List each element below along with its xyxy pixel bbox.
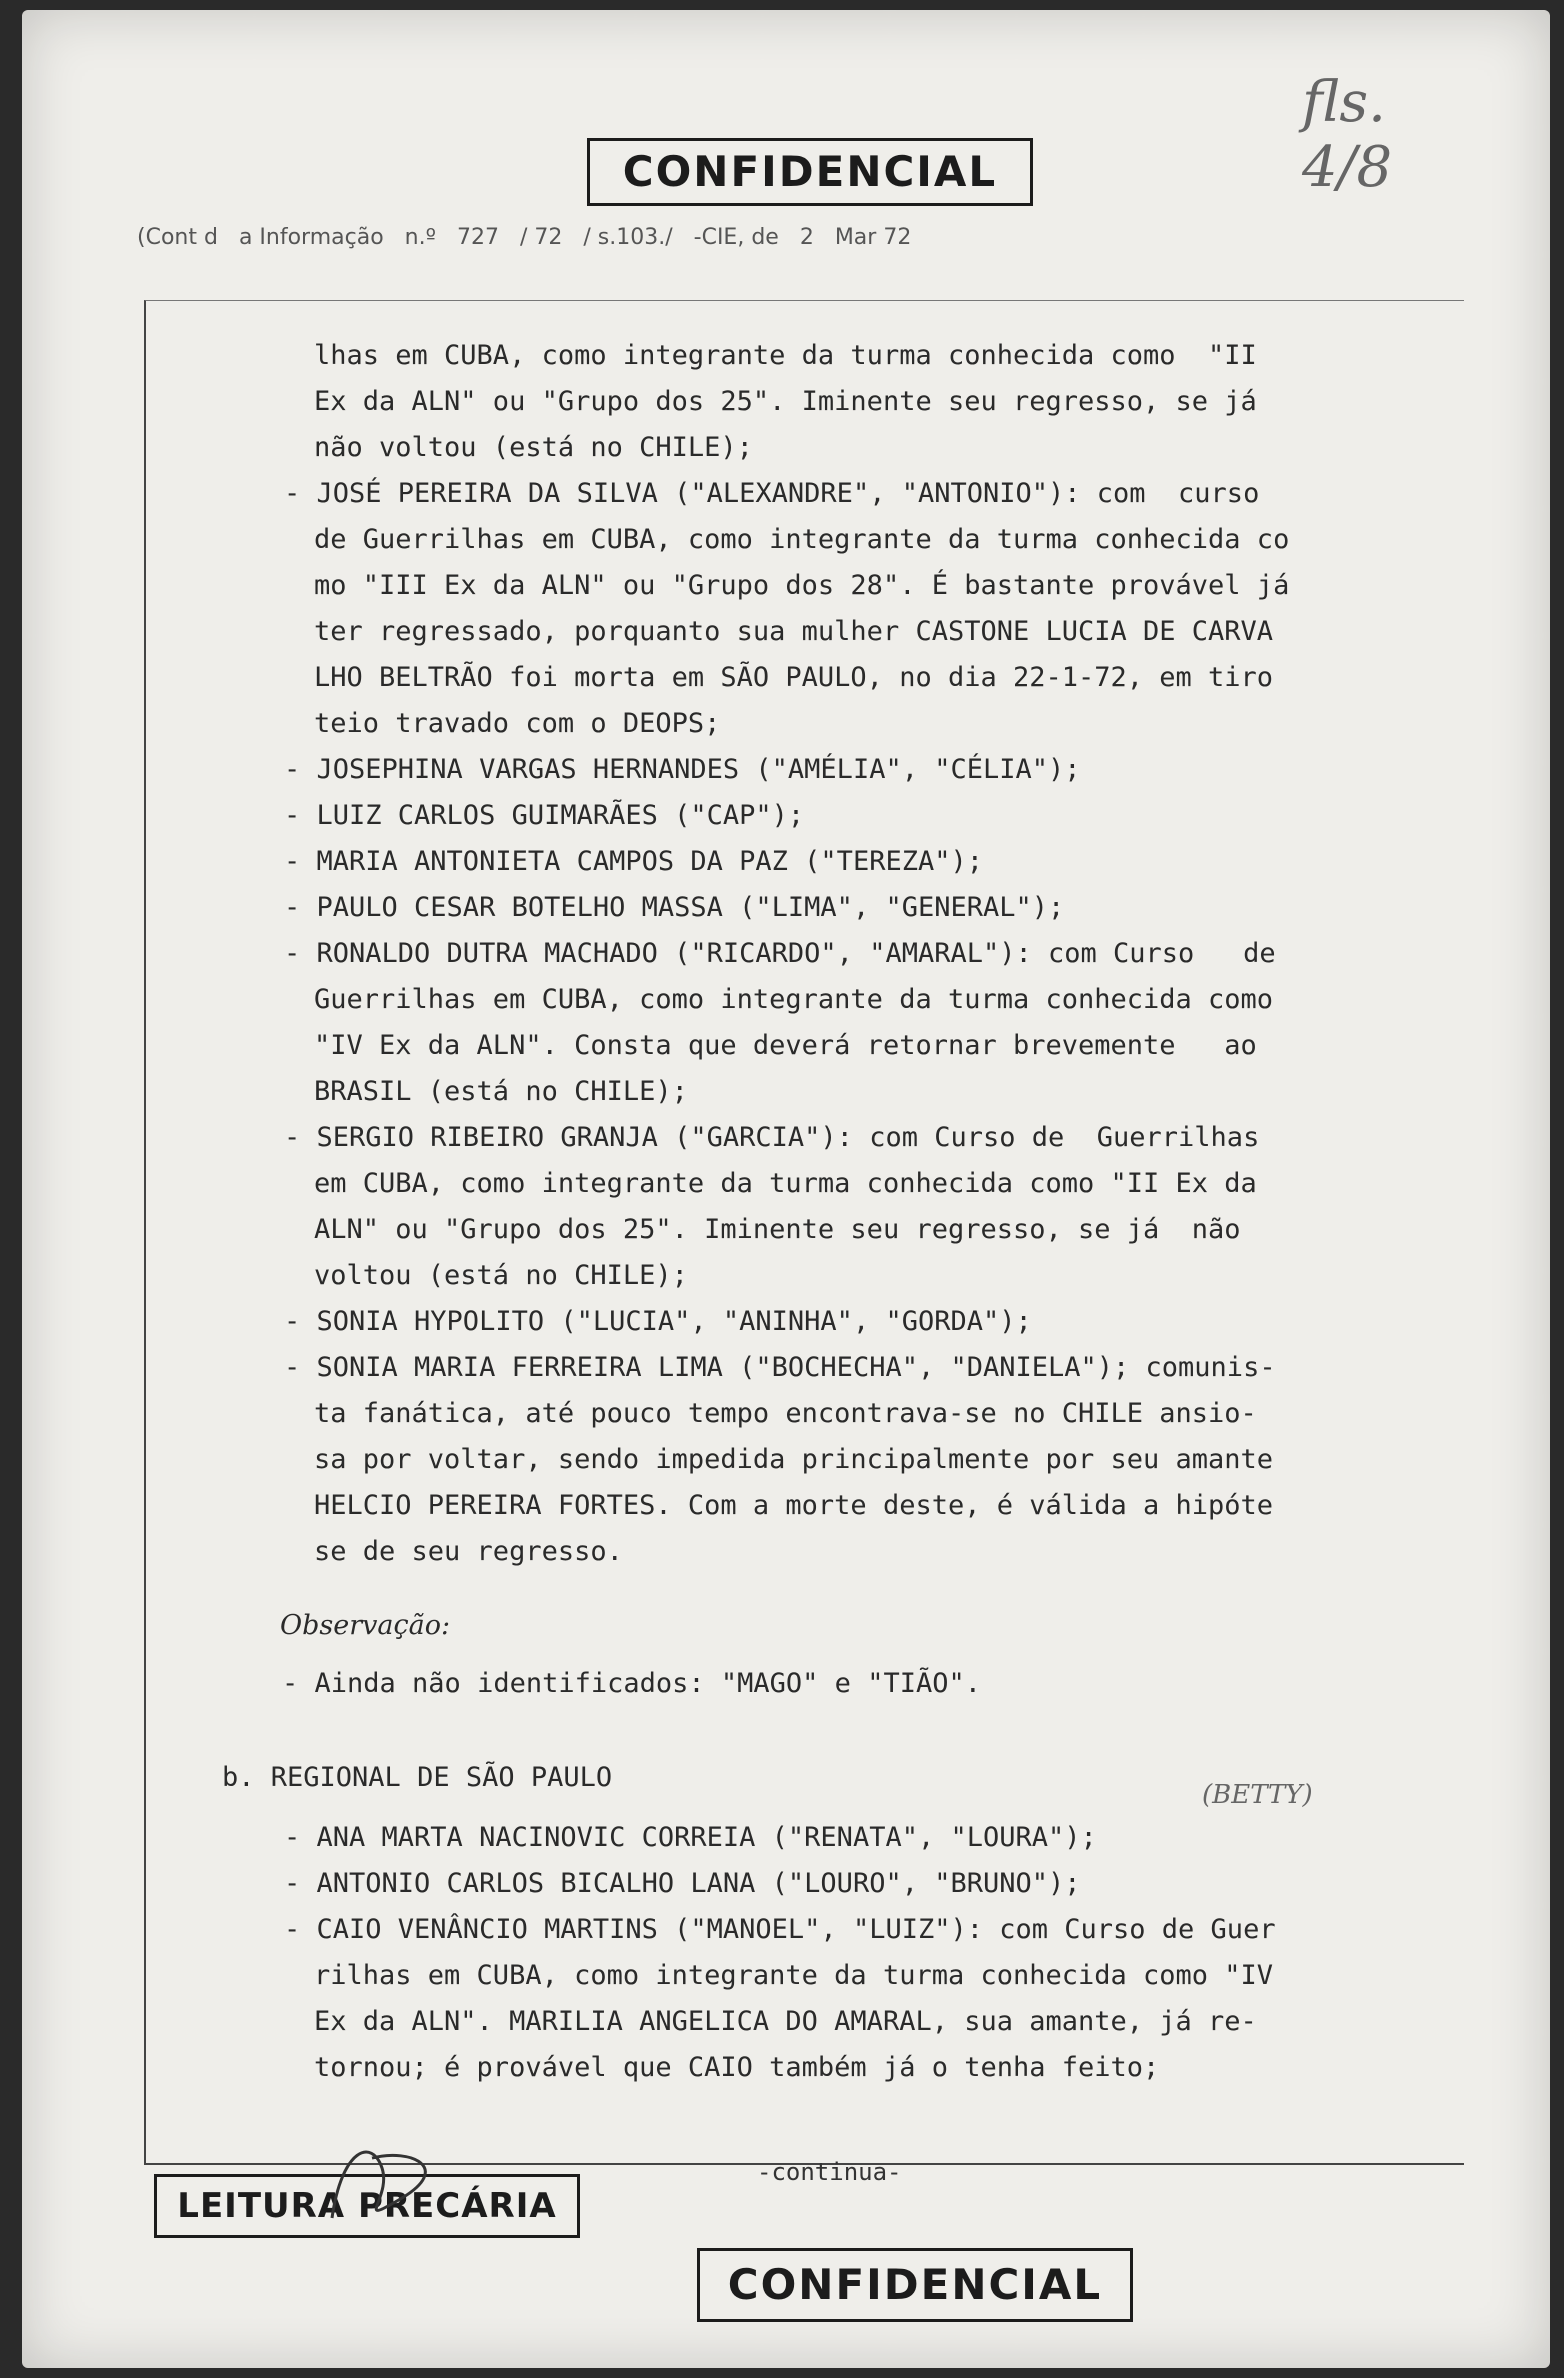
section-b-line: tornou; é provável que CAIO também já o tenha feito; [314, 2052, 1160, 2083]
observacao-title: Observação: [280, 1610, 451, 1641]
body-line: não voltou (está no CHILE); [314, 432, 753, 463]
body-line: ALN" ou "Grupo dos 25". Iminente seu regresso, se já não [314, 1214, 1241, 1245]
section-b-title: b. REGIONAL DE SÃO PAULO [222, 1762, 613, 1793]
body-line: BRASIL (está no CHILE); [314, 1076, 688, 1107]
body-line: ter regressado, porquanto sua mulher CASTONE LUCIA DE CARVA [314, 616, 1274, 647]
body-line: em CUBA, como integrante da turma conhecida como "II Ex da [314, 1168, 1257, 1199]
body-line: Guerrilhas em CUBA, como integrante da turma conhecida como [314, 984, 1274, 1015]
header-doc-type: a Informação [238, 225, 384, 250]
continua-label: -continua- [757, 2158, 902, 2186]
body-line: se de seu regresso. [314, 1536, 623, 1567]
header-num: 727 [456, 225, 499, 250]
header-date: Mar 72 [834, 225, 912, 250]
handwritten-betty-note: (BETTY) [1202, 1780, 1313, 1810]
observacao-text: - Ainda não identificados: "MAGO" e "TIÃO". [282, 1668, 981, 1699]
body-line: - SERGIO RIBEIRO GRANJA ("GARCIA"): com Curso de Guerrilhas [284, 1122, 1260, 1153]
confidential-stamp-bottom: CONFIDENCIAL [697, 2248, 1133, 2322]
body-line: sa por voltar, sendo impedida principalmente por seu amante [314, 1444, 1274, 1475]
body-line: - SONIA HYPOLITO ("LUCIA", "ANINHA", "GORDA"); [284, 1306, 1032, 1337]
header-org: / s.103./ [583, 225, 673, 250]
body-line: ta fanática, até pouco tempo encontrava-se no CHILE ansio- [314, 1398, 1257, 1429]
body-line: voltou (está no CHILE); [314, 1260, 688, 1291]
body-line: Ex da ALN" ou "Grupo dos 25". Iminente seu regresso, se já [314, 386, 1257, 417]
body-line: - RONALDO DUTRA MACHADO ("RICARDO", "AMARAL"): com Curso de [284, 938, 1276, 969]
body-line: mo "III Ex da ALN" ou "Grupo dos 28". É bastante provável já [314, 570, 1290, 601]
body-line: - JOSEPHINA VARGAS HERNANDES ("AMÉLIA", "CÉLIA"); [284, 754, 1081, 785]
handwritten-page-number: fls. 4/8 [1302, 70, 1393, 200]
body-line: LHO BELTRÃO foi morta em SÃO PAULO, no dia 22-1-72, em tiro [314, 662, 1274, 693]
section-b-line: rilhas em CUBA, como integrante da turma conhecida como "IV [314, 1960, 1274, 1991]
body-line: - JOSÉ PEREIRA DA SILVA ("ALEXANDRE", "ANTONIO"): com curso [284, 478, 1260, 509]
confidential-stamp-top: CONFIDENCIAL [587, 138, 1033, 206]
header-cie: -CIE, de [693, 225, 779, 250]
header-day: 2 [799, 225, 814, 250]
signature-scribble [312, 2128, 432, 2238]
body-line: - LUIZ CARLOS GUIMARÃES ("CAP"); [284, 800, 805, 831]
section-b-line: - ANA MARTA NACINOVIC CORREIA ("RENATA", "LOURA"); [284, 1822, 1097, 1853]
body-line: - PAULO CESAR BOTELHO MASSA ("LIMA", "GENERAL"); [284, 892, 1065, 923]
body-line: de Guerrilhas em CUBA, como integrante da turma conhecida co [314, 524, 1290, 555]
leitura-precaria-stamp: LEITURA PRECÁRIA [154, 2174, 580, 2238]
document-header [137, 225, 1477, 250]
header-year: / 72 [519, 225, 563, 250]
body-line: "IV Ex da ALN". Consta que deverá retornar brevemente ao [314, 1030, 1257, 1061]
body-line: HELCIO PEREIRA FORTES. Com a morte deste, é válida a hipóte [314, 1490, 1274, 1521]
section-b-line: Ex da ALN". MARILIA ANGELICA DO AMARAL, sua amante, já re- [314, 2006, 1257, 2037]
body-line: - SONIA MARIA FERREIRA LIMA ("BOCHECHA", "DANIELA"); comunis- [284, 1352, 1276, 1383]
body-line: lhas em CUBA, como integrante da turma conhecida como "II [314, 340, 1257, 371]
section-b-line: - CAIO VENÂNCIO MARTINS ("MANOEL", "LUIZ"): com Curso de Guer [284, 1914, 1276, 1945]
body-line: teio travado com o DEOPS; [314, 708, 721, 739]
document-page [22, 10, 1550, 2368]
header-prefix: (Cont d [137, 225, 218, 250]
section-b-line: - ANTONIO CARLOS BICALHO LANA ("LOURO", "BRUNO"); [284, 1868, 1081, 1899]
header-num-label: n.º [404, 225, 436, 250]
body-line: - MARIA ANTONIETA CAMPOS DA PAZ ("TEREZA"); [284, 846, 983, 877]
